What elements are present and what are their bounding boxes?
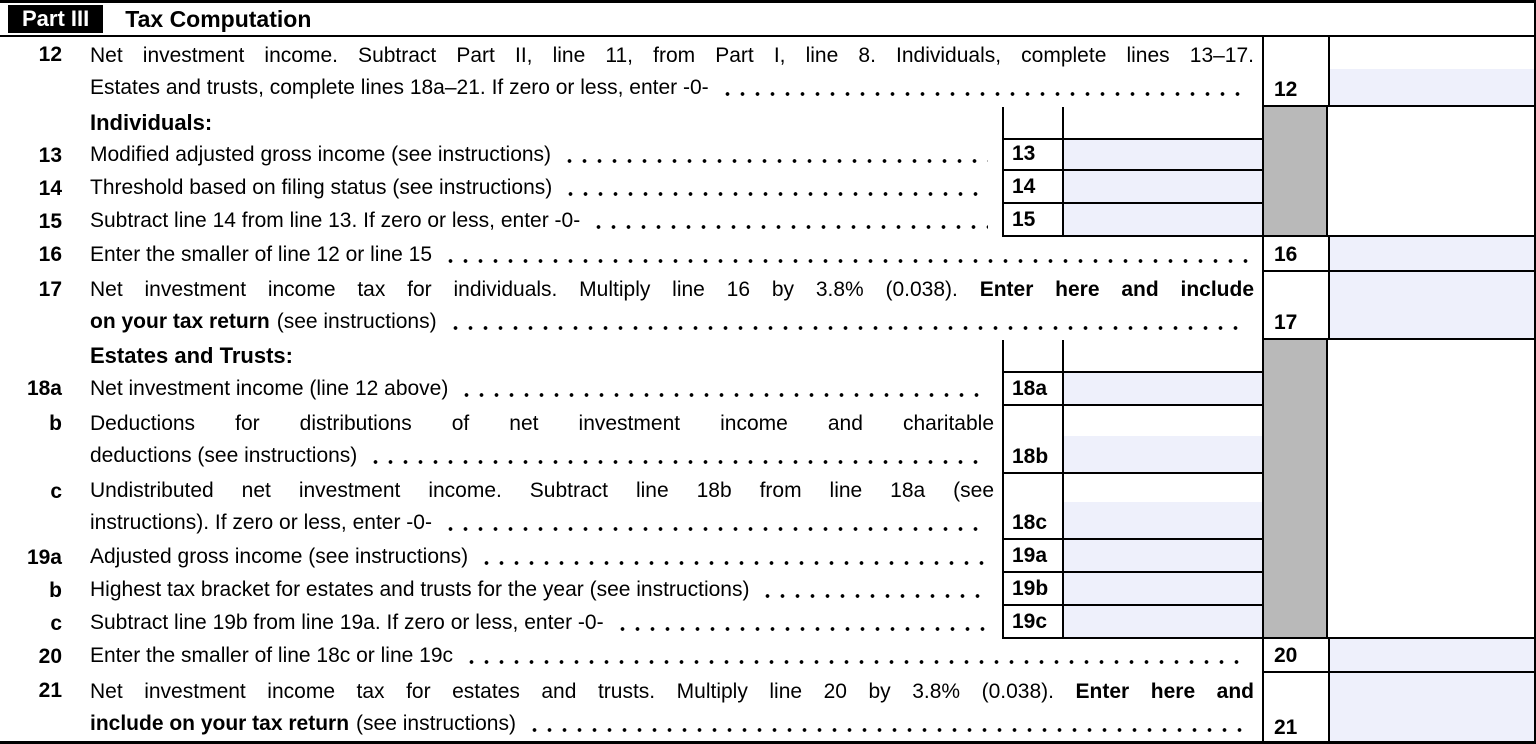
line-18b-text-1: Deductions for distributions of net investment income and charitable	[90, 412, 994, 435]
line-19b-text: Highest tax bracket for estates and trusts for the year (see instructions)	[90, 577, 750, 601]
line-18c-box-label	[1002, 474, 1062, 540]
row-individuals-heading	[0, 107, 1534, 138]
line-16-box-text: 16	[1274, 243, 1298, 266]
line-number-spacer	[0, 340, 72, 371]
dot-leader	[720, 92, 1248, 96]
line-15-amount-field[interactable]	[1064, 204, 1262, 235]
line-19b-box-text: 19b	[1012, 577, 1049, 600]
line-12-text-1: Net investment income. Subtract Part II, line 11, from Part I, line 8. Individuals, complete lines 13–17.	[90, 44, 1254, 67]
line-17-box-label	[1262, 272, 1328, 340]
line-18a-description	[72, 371, 1002, 406]
line-12-entry-cell	[1328, 37, 1534, 107]
line-19b-number: b	[49, 579, 62, 602]
line-21-number: 21	[38, 679, 62, 702]
dot-leader	[479, 561, 988, 565]
line-17-amount-field[interactable]	[1330, 272, 1534, 338]
line-19b-description	[72, 573, 1002, 606]
line-16-text: Enter the smaller of line 12 or line 15	[90, 242, 433, 266]
dot-leader	[527, 728, 1248, 732]
shaded-cell	[1262, 204, 1328, 237]
line-18c-amount-field[interactable]	[1064, 502, 1262, 538]
line-20-number: 20	[38, 645, 62, 668]
line-21-text-2-bold: include on your tax return	[90, 712, 350, 735]
line-19c-entry-cell	[1062, 606, 1262, 639]
line-21-amount-field[interactable]	[1330, 673, 1534, 743]
line-12-number: 12	[38, 43, 62, 66]
shaded-cell	[1262, 107, 1328, 138]
individuals-heading-cell	[72, 107, 1002, 138]
shaded-cell	[1262, 606, 1328, 639]
dot-leader	[443, 259, 1248, 263]
inner-column-stub	[1002, 107, 1062, 138]
line-16-box-label	[1262, 237, 1328, 272]
line-20-description	[72, 639, 1262, 673]
line-18b-entry-cell	[1062, 406, 1262, 474]
line-12-box-label	[1262, 37, 1328, 107]
blank-cell	[1328, 204, 1534, 237]
row-line-21	[0, 673, 1534, 743]
part-label-badge: Part III	[8, 5, 103, 33]
shaded-cell	[1262, 573, 1328, 606]
line-15-description	[72, 204, 1002, 237]
inner-column-stub	[1062, 340, 1262, 371]
blank-cell	[1328, 540, 1534, 573]
estates-heading: Estates and Trusts:	[90, 342, 293, 368]
line-19a-box-text: 19a	[1012, 544, 1048, 567]
line-17-text-1: Net investment income tax for individuals. Multiply line 16 by 3.8% (0.038).	[90, 278, 958, 301]
line-20-entry-cell	[1328, 639, 1534, 673]
dot-leader	[464, 660, 1248, 664]
line-15-box-text: 15	[1012, 208, 1036, 231]
dot-leader	[448, 326, 1248, 330]
row-line-19a	[0, 540, 1534, 573]
line-13-box-label	[1002, 138, 1062, 171]
line-18b-box-label	[1002, 406, 1062, 474]
dot-leader	[443, 527, 988, 531]
inner-column-stub	[1062, 107, 1262, 138]
line-19a-text: Adjusted gross income (see instructions)	[90, 544, 469, 568]
line-19a-entry-cell	[1062, 540, 1262, 573]
line-17-description	[72, 272, 1262, 340]
line-17-entry-cell	[1328, 272, 1534, 340]
line-20-box-text: 20	[1274, 644, 1298, 667]
line-17-number: 17	[38, 278, 62, 301]
line-12-description	[72, 37, 1262, 107]
line-14-text: Threshold based on filing status (see instructions)	[90, 175, 553, 199]
line-15-box-label	[1002, 204, 1062, 237]
line-18a-box-label	[1002, 371, 1062, 406]
line-16-number: 16	[38, 243, 62, 266]
line-18c-text-2: instructions). If zero or less, enter -0-	[90, 511, 432, 534]
line-19c-amount-field[interactable]	[1064, 606, 1262, 637]
line-18a-entry-cell	[1062, 371, 1262, 406]
line-number-spacer	[0, 107, 72, 138]
blank-cell	[1328, 474, 1534, 540]
dot-leader	[563, 192, 988, 196]
line-19b-entry-cell	[1062, 573, 1262, 606]
line-14-description	[72, 171, 1002, 204]
shaded-cell	[1262, 171, 1328, 204]
line-12-text-2: Estates and trusts, complete lines 18a–21. If zero or less, enter -0-	[90, 76, 709, 99]
line-18a-amount-field[interactable]	[1064, 373, 1262, 404]
line-21-text-1-bold: Enter here and	[1075, 680, 1254, 703]
line-18a-box-text: 18a	[1012, 377, 1048, 400]
row-line-20	[0, 639, 1534, 673]
line-18b-number: b	[49, 412, 62, 435]
row-line-19b	[0, 573, 1534, 606]
line-13-amount-field[interactable]	[1064, 140, 1262, 169]
line-21-text-2: (see instructions)	[356, 712, 516, 735]
line-17-box-text: 17	[1274, 311, 1298, 334]
line-17-text-2: (see instructions)	[276, 310, 437, 333]
blank-cell	[1328, 406, 1534, 474]
row-line-16	[0, 237, 1534, 272]
shaded-cell	[1262, 406, 1328, 474]
line-12-amount-field[interactable]	[1330, 69, 1534, 105]
shaded-cell	[1262, 371, 1328, 406]
line-18b-amount-field[interactable]	[1064, 436, 1262, 472]
estates-heading-cell	[72, 340, 1002, 371]
line-16-amount-field[interactable]	[1330, 237, 1534, 270]
line-18b-text-2: deductions (see instructions)	[90, 444, 358, 467]
line-14-box-text: 14	[1012, 175, 1036, 198]
line-18a-number: 18a	[26, 377, 62, 400]
line-16-description	[72, 237, 1262, 272]
line-19c-box-text: 19c	[1012, 610, 1048, 633]
line-18b-box-text: 18b	[1012, 445, 1049, 468]
line-16-entry-cell	[1328, 237, 1534, 272]
blank-cell	[1328, 340, 1534, 371]
blank-cell	[1328, 371, 1534, 406]
line-18c-entry-cell	[1062, 474, 1262, 540]
line-18c-number: c	[50, 480, 62, 503]
line-17-text-2-bold: on your tax return	[90, 310, 270, 333]
line-15-text: Subtract line 14 from line 13. If zero or less, enter -0-	[90, 208, 581, 232]
shaded-cell	[1262, 340, 1328, 371]
line-18b-description	[72, 406, 1002, 474]
line-21-text-1: Net investment income tax for estates and trusts. Multiply line 20 by 3.8% (0.038).	[90, 680, 1054, 703]
line-21-description	[72, 673, 1262, 743]
line-21-entry-cell	[1328, 673, 1534, 743]
blank-cell	[1328, 171, 1534, 204]
row-line-15	[0, 204, 1534, 237]
row-line-18c	[0, 474, 1534, 540]
line-14-number: 14	[38, 177, 62, 200]
blank-cell	[1328, 107, 1534, 138]
row-line-13	[0, 138, 1534, 171]
line-13-text: Modified adjusted gross income (see instructions)	[90, 142, 552, 166]
row-line-14	[0, 171, 1534, 204]
blank-cell	[1328, 573, 1534, 606]
dot-leader	[368, 460, 988, 464]
dot-leader	[591, 225, 988, 229]
blank-cell	[1328, 606, 1534, 639]
shaded-cell	[1262, 540, 1328, 573]
line-15-entry-cell	[1062, 204, 1262, 237]
line-19b-amount-field[interactable]	[1064, 573, 1262, 604]
inner-column-stub	[1002, 340, 1062, 371]
line-18c-text-1: Undistributed net investment income. Subtract line 18b from line 18a (see	[90, 479, 994, 502]
line-19a-amount-field[interactable]	[1064, 540, 1262, 571]
line-17-text-1-bold: Enter here and include	[979, 278, 1254, 301]
individuals-heading: Individuals:	[90, 109, 213, 135]
blank-cell	[1328, 138, 1534, 171]
row-line-19c	[0, 606, 1534, 639]
line-19a-description	[72, 540, 1002, 573]
row-estates-heading	[0, 340, 1534, 371]
line-14-box-label	[1002, 171, 1062, 204]
line-13-description	[72, 138, 1002, 171]
line-13-box-text: 13	[1012, 142, 1036, 165]
line-19c-text: Subtract line 19b from line 19a. If zero or less, enter -0-	[90, 610, 604, 634]
line-18a-text: Net investment income (line 12 above)	[90, 376, 449, 400]
dot-leader	[459, 393, 988, 397]
line-20-text: Enter the smaller of line 18c or line 19c	[90, 644, 454, 667]
line-14-amount-field[interactable]	[1064, 171, 1262, 202]
line-14-entry-cell	[1062, 171, 1262, 204]
line-19c-number: c	[50, 612, 62, 635]
line-15-number: 15	[38, 210, 62, 233]
line-19b-box-label	[1002, 573, 1062, 606]
line-20-amount-field[interactable]	[1330, 639, 1534, 671]
section-title: Tax Computation	[125, 5, 312, 32]
line-18c-box-text: 18c	[1012, 511, 1048, 534]
line-13-number: 13	[38, 144, 62, 167]
line-19c-box-label	[1002, 606, 1062, 639]
dot-leader	[562, 159, 988, 163]
dot-leader	[760, 594, 988, 598]
line-21-box-label	[1262, 673, 1328, 743]
shaded-cell	[1262, 474, 1328, 540]
section-header	[0, 3, 1534, 37]
line-12-box-text: 12	[1274, 78, 1298, 101]
row-line-12	[0, 37, 1534, 107]
row-line-18b	[0, 406, 1534, 474]
row-line-17	[0, 272, 1534, 340]
line-13-entry-cell	[1062, 138, 1262, 171]
line-21-box-text: 21	[1274, 716, 1298, 739]
line-19a-box-label	[1002, 540, 1062, 573]
row-line-18a	[0, 371, 1534, 406]
dot-leader	[615, 627, 988, 631]
line-20-box-label	[1262, 639, 1328, 673]
line-18c-description	[72, 474, 1002, 540]
line-19c-description	[72, 606, 1002, 639]
line-19a-number: 19a	[26, 546, 62, 569]
shaded-cell	[1262, 138, 1328, 171]
